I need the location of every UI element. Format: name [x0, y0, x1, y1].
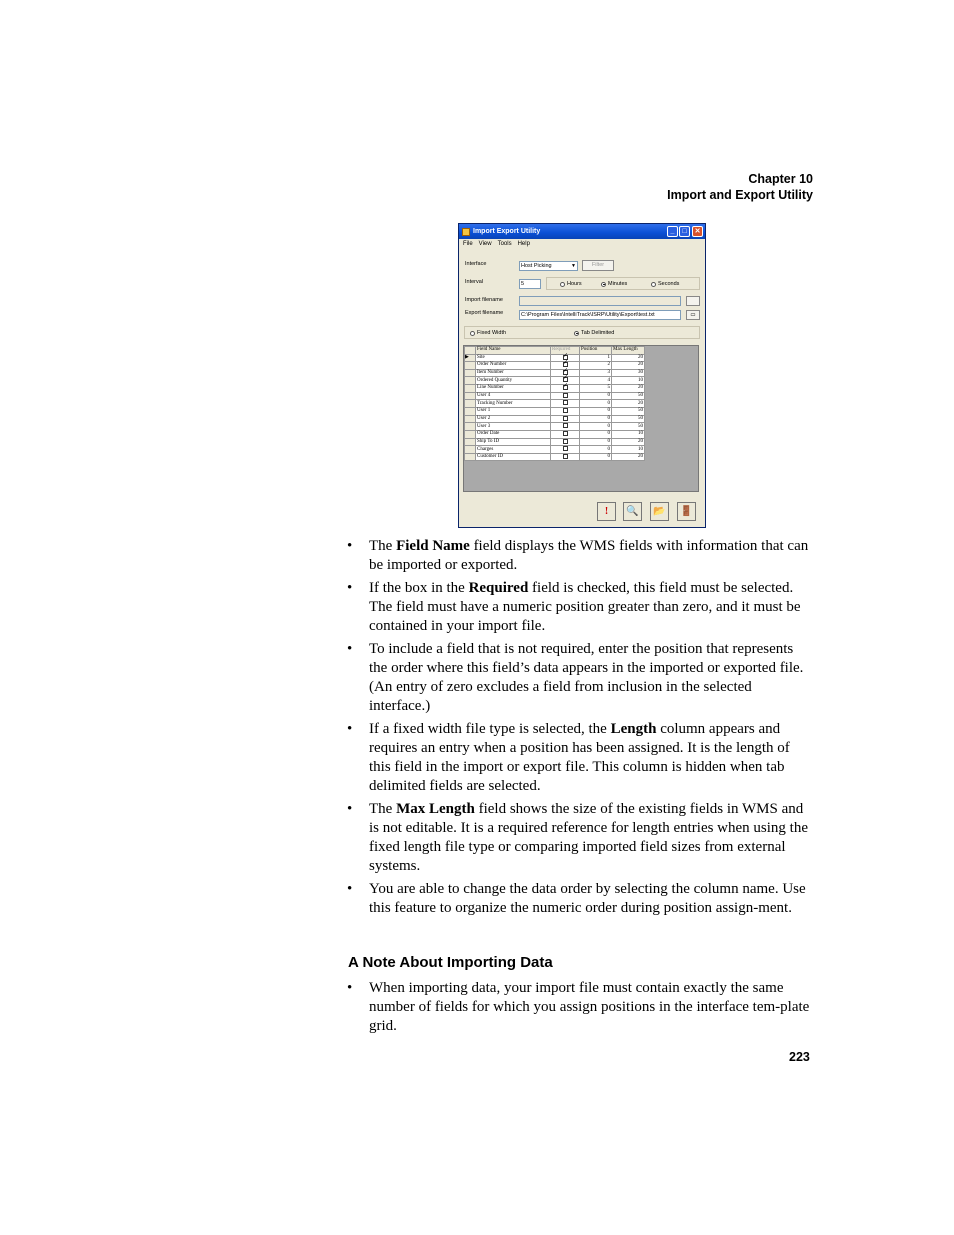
row-selector[interactable]	[465, 430, 476, 438]
run-button[interactable]	[597, 502, 616, 521]
bullet-text-pre: To include a field that is not required, enter the position that represents the order where this field’s data appears in the imported or exported file. (An entry of zero excludes a field from inclusion in the selected interface.)	[369, 641, 804, 714]
required-checkbox[interactable]	[563, 446, 568, 451]
export-filename-input[interactable]: C:\Program Files\IntelliTrack\ISRP\Utility\Export\test.txt	[519, 310, 681, 320]
required-cell[interactable]	[551, 438, 580, 446]
field-name-cell: Customer ID	[476, 453, 551, 461]
field-name-cell: Order Number	[476, 362, 551, 370]
position-cell[interactable]: 4	[580, 377, 612, 385]
export-browse-button[interactable]: ▭	[686, 310, 700, 320]
app-icon	[462, 228, 470, 236]
menu-file[interactable]: File	[463, 240, 473, 247]
required-cell[interactable]	[551, 415, 580, 423]
max-length-cell: 20	[612, 354, 645, 362]
row-selector[interactable]	[465, 400, 476, 408]
bullet-text-pre: If a fixed width file type is selected, the	[369, 721, 611, 737]
menu-bar	[459, 239, 705, 248]
bullet-text-pre: The	[369, 538, 397, 554]
required-checkbox[interactable]	[563, 408, 568, 413]
field-name-cell: Ordered Quantity	[476, 377, 551, 385]
radio-minutes-label: Minutes	[608, 281, 628, 287]
max-length-cell: 20	[612, 400, 645, 408]
close-icon[interactable]: ✕	[692, 226, 703, 237]
interval-input[interactable]: 5	[519, 279, 541, 289]
table-row[interactable]	[465, 377, 645, 385]
bullet-item	[347, 579, 813, 636]
exclamation-icon: !	[604, 506, 609, 517]
required-cell[interactable]	[551, 385, 580, 393]
required-checkbox[interactable]	[563, 370, 568, 375]
filter-button[interactable]: Filter	[582, 260, 614, 271]
required-cell[interactable]	[551, 446, 580, 454]
required-checkbox[interactable]	[563, 377, 568, 382]
bullet-item	[347, 979, 813, 1036]
col-required[interactable]: Required	[551, 347, 580, 355]
bullet-item	[347, 640, 813, 716]
field-name-cell: Order Date	[476, 430, 551, 438]
radio-tab-delimited[interactable]	[574, 330, 614, 336]
radio-minutes[interactable]	[601, 281, 627, 287]
required-checkbox[interactable]	[563, 416, 568, 421]
table-row[interactable]	[465, 407, 645, 415]
field-name-cell: Site	[476, 354, 551, 362]
row-selector[interactable]	[465, 385, 476, 393]
chapter-label: Chapter 10	[748, 172, 813, 186]
bullet-text-bold: Required	[468, 580, 529, 596]
max-length-cell: 20	[612, 385, 645, 393]
col-position[interactable]: Position	[580, 347, 612, 355]
import-browse-button[interactable]	[686, 296, 700, 306]
max-length-cell: 10	[612, 377, 645, 385]
minimize-icon[interactable]: _	[667, 226, 678, 237]
row-selector[interactable]	[465, 377, 476, 385]
required-checkbox[interactable]	[563, 362, 568, 367]
interface-label: Interface	[465, 261, 487, 267]
required-checkbox[interactable]	[563, 385, 568, 390]
exit-button[interactable]	[677, 502, 696, 521]
bullet-text-bold: Max Length	[396, 801, 475, 817]
section-heading: A Note About Importing Data	[348, 954, 553, 971]
menu-view[interactable]: View	[478, 240, 492, 247]
preview-button[interactable]	[623, 502, 642, 521]
row-selector[interactable]	[465, 407, 476, 415]
folder-icon: 📂	[653, 506, 666, 517]
max-length-cell: 30	[612, 369, 645, 377]
col-max-length[interactable]: Max Length	[612, 347, 645, 355]
radio-tab-delimited-label: Tab Delimited	[581, 330, 615, 336]
position-cell[interactable]: 0	[580, 453, 612, 461]
required-checkbox[interactable]	[563, 439, 568, 444]
interface-select[interactable]	[519, 261, 578, 271]
bullet-list	[347, 537, 813, 922]
row-selector[interactable]	[465, 369, 476, 377]
max-length-cell: 20	[612, 453, 645, 461]
field-name-cell: Item Number	[476, 369, 551, 377]
position-cell[interactable]: 2	[580, 362, 612, 370]
position-cell[interactable]: 0	[580, 415, 612, 423]
row-selector[interactable]	[465, 362, 476, 370]
position-cell[interactable]: 0	[580, 400, 612, 408]
row-selector[interactable]	[465, 423, 476, 431]
bullet-text-post: field displays the WMS fields with information that can be imported or exported.	[369, 538, 809, 573]
radio-seconds-label: Seconds	[658, 281, 680, 287]
table-row[interactable]	[465, 423, 645, 431]
table-row[interactable]	[465, 354, 645, 362]
bullet-text-bold: Length	[610, 721, 657, 737]
max-length-cell: 10	[612, 446, 645, 454]
required-cell[interactable]	[551, 392, 580, 400]
required-checkbox[interactable]	[563, 454, 568, 459]
required-cell[interactable]	[551, 400, 580, 408]
table-row[interactable]	[465, 369, 645, 377]
position-cell[interactable]: 0	[580, 438, 612, 446]
table-row[interactable]	[465, 430, 645, 438]
max-length-cell: 50	[612, 407, 645, 415]
field-grid[interactable]	[463, 345, 699, 492]
position-cell[interactable]: 0	[580, 423, 612, 431]
field-name-cell: Charges	[476, 446, 551, 454]
required-cell[interactable]	[551, 407, 580, 415]
required-checkbox[interactable]	[563, 393, 568, 398]
import-filename-input[interactable]	[519, 296, 681, 306]
window-titlebar	[459, 224, 705, 239]
field-name-cell: User 2	[476, 415, 551, 423]
row-selector[interactable]	[465, 446, 476, 454]
open-button[interactable]	[650, 502, 669, 521]
col-field-name[interactable]: Field Name	[476, 347, 551, 355]
radio-fixed-width-label: Fixed Width	[477, 330, 507, 336]
row-selector[interactable]	[465, 453, 476, 461]
row-selector[interactable]: ▶	[465, 354, 476, 362]
row-selector[interactable]	[465, 392, 476, 400]
field-name-cell: Line Number	[476, 385, 551, 393]
bullet-text-bold: Field Name	[396, 538, 470, 554]
required-checkbox[interactable]	[563, 431, 568, 436]
bullet-list-2	[347, 979, 813, 1040]
field-name-cell: User 1	[476, 407, 551, 415]
position-cell[interactable]: 0	[580, 430, 612, 438]
bullet-text-pre: You are able to change the data order by selecting the column name. Use this feature to organize the numeric order during position assign-ment.	[369, 881, 806, 916]
bullet-text-post: field shows the size of the existing fields in WMS and is not editable. It is a required reference for length entries when using the fixed length file type or comparing imported field sizes from external systems.	[369, 801, 809, 874]
window-title: Import Export Utility	[473, 228, 541, 235]
required-checkbox[interactable]	[563, 400, 568, 405]
import-filename-label: Import filename	[465, 297, 503, 303]
export-filename-label: Export filename	[465, 310, 504, 316]
row-selector[interactable]	[465, 415, 476, 423]
table-row[interactable]	[465, 438, 645, 446]
magnify-document-icon: 🔍	[626, 506, 639, 517]
radio-hours[interactable]	[560, 281, 582, 287]
radio-hours-label: Hours	[567, 281, 582, 287]
bullet-text-pre: If the box in the	[369, 580, 469, 596]
table-row[interactable]	[465, 453, 645, 461]
position-cell[interactable]: 1	[580, 354, 612, 362]
position-cell[interactable]: 5	[580, 385, 612, 393]
bullet-item	[347, 720, 813, 796]
field-name-cell: User 4	[476, 392, 551, 400]
max-length-cell: 50	[612, 392, 645, 400]
max-length-cell: 20	[612, 362, 645, 370]
chevron-down-icon: ▼	[571, 263, 576, 269]
position-cell[interactable]: 0	[580, 392, 612, 400]
max-length-cell: 50	[612, 423, 645, 431]
required-checkbox[interactable]	[563, 423, 568, 428]
menu-help[interactable]: Help	[517, 240, 530, 247]
field-grid-table	[464, 346, 645, 461]
bullet-item	[347, 800, 813, 876]
required-cell[interactable]	[551, 453, 580, 461]
field-name-cell: User 3	[476, 423, 551, 431]
interval-label: Interval	[465, 279, 484, 285]
table-row[interactable]	[465, 362, 645, 370]
position-cell[interactable]: 0	[580, 407, 612, 415]
max-length-cell: 10	[612, 430, 645, 438]
bullet-item	[347, 880, 813, 918]
bullet-text-post: column appears and requires an entry when a position has been assigned. It is the length of this field in the import or export file. This column is hidden when tab delimited fields are selected.	[369, 721, 790, 794]
field-name-cell: Ship To ID	[476, 438, 551, 446]
required-cell[interactable]	[551, 430, 580, 438]
required-checkbox[interactable]	[563, 355, 568, 360]
max-length-cell: 50	[612, 415, 645, 423]
menu-tools[interactable]: Tools	[497, 240, 512, 247]
interface-value: Host Picking	[521, 263, 552, 269]
row-selector[interactable]	[465, 438, 476, 446]
bullet-text-post: field is checked, this field must be selected. The field must have a numeric position greater than zero, and it must be contained in your import file.	[369, 580, 801, 634]
table-row[interactable]	[465, 392, 645, 400]
bullet-text-pre: When importing data, your import file must contain exactly the same number of fields for which you assign positions in the interface tem-plate grid.	[369, 980, 810, 1034]
bullet-text-pre: The	[369, 801, 397, 817]
position-cell[interactable]: 3	[580, 369, 612, 377]
table-row[interactable]	[465, 415, 645, 423]
radio-fixed-width[interactable]	[470, 330, 506, 336]
position-cell[interactable]: 0	[580, 446, 612, 454]
exit-door-icon: 🚪	[680, 506, 693, 517]
table-row[interactable]	[465, 400, 645, 408]
radio-seconds[interactable]	[651, 281, 679, 287]
max-length-cell: 20	[612, 438, 645, 446]
table-row[interactable]	[465, 446, 645, 454]
page-number: 223	[789, 1050, 810, 1064]
bullet-item	[347, 537, 813, 575]
field-name-cell: Tracking Number	[476, 400, 551, 408]
maximize-icon[interactable]: □	[679, 226, 690, 237]
section-label: Import and Export Utility	[667, 188, 813, 202]
grid-corner	[465, 347, 476, 355]
required-cell[interactable]	[551, 423, 580, 431]
table-row[interactable]	[465, 385, 645, 393]
